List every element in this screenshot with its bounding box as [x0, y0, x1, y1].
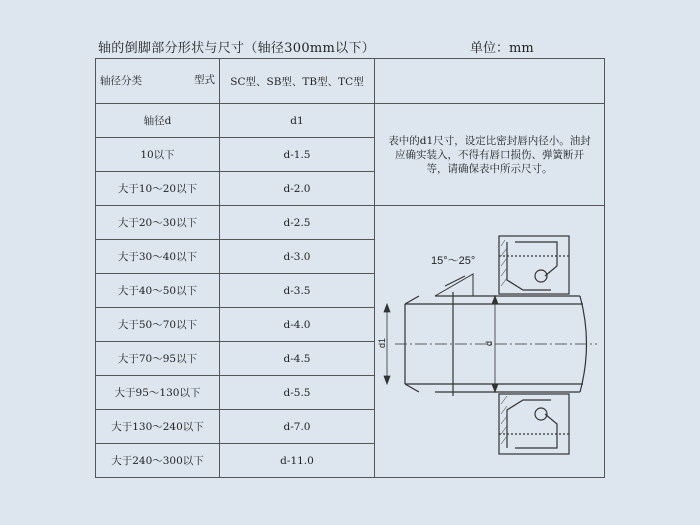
range-cell: 大于50～70以下	[96, 308, 220, 342]
range-cell: 轴径d	[96, 104, 220, 138]
value-cell: d-5.5	[220, 376, 375, 410]
table-row	[96, 206, 605, 240]
range-cell: 大于70～95以下	[96, 342, 220, 376]
note-line: 等，请确保表中所示尺寸。	[426, 162, 553, 175]
chamfer-angle-label: 15°～25°	[431, 255, 476, 267]
range-cell: 大于20～30以下	[96, 206, 220, 240]
d-dimension-label: d	[484, 340, 494, 346]
range-cell: 大于95～130以下	[96, 376, 220, 410]
value-cell: d1	[220, 104, 375, 138]
chamfer-spec-table	[95, 58, 605, 478]
value-cell: d-3.0	[220, 240, 375, 274]
value-cell: d-1.5	[220, 138, 375, 172]
empty-header-cell	[375, 59, 605, 104]
installation-note	[375, 104, 605, 206]
value-cell: d-4.0	[220, 308, 375, 342]
diagonal-header-cell	[96, 59, 220, 104]
range-cell: 大于240～300以下	[96, 444, 220, 478]
unit-label: 单位：mm	[470, 41, 534, 56]
value-cell: d-4.5	[220, 342, 375, 376]
note-line: 表中的d1尺寸，设定比密封唇内径小。油封	[388, 134, 591, 147]
range-cell: 大于10～20以下	[96, 172, 220, 206]
table-header-row	[96, 59, 605, 104]
range-cell: 大于40～50以下	[96, 274, 220, 308]
type-label: 型式	[194, 74, 215, 86]
shaft-diameter-class-label: 轴径分类	[100, 75, 142, 87]
d1-dimension-label: d1	[377, 337, 387, 348]
seal-types-header: SC型、SB型、TB型、TC型	[220, 59, 375, 104]
value-cell: d-2.0	[220, 172, 375, 206]
range-cell: 大于30～40以下	[96, 240, 220, 274]
note-line: 应确实装入，不得有唇口损伤、弹簧断开	[395, 148, 584, 161]
value-cell: d-2.5	[220, 206, 375, 240]
table-row	[96, 104, 605, 138]
range-cell: 10以下	[96, 138, 220, 172]
page-title: 轴的倒脚部分形状与尺寸（轴径300mm以下）	[98, 41, 376, 56]
shaft-chamfer-diagram	[375, 206, 605, 476]
seal-installation-figure	[375, 206, 605, 478]
value-cell: d-7.0	[220, 410, 375, 444]
range-cell: 大于130～240以下	[96, 410, 220, 444]
value-cell: d-3.5	[220, 274, 375, 308]
value-cell: d-11.0	[220, 444, 375, 478]
